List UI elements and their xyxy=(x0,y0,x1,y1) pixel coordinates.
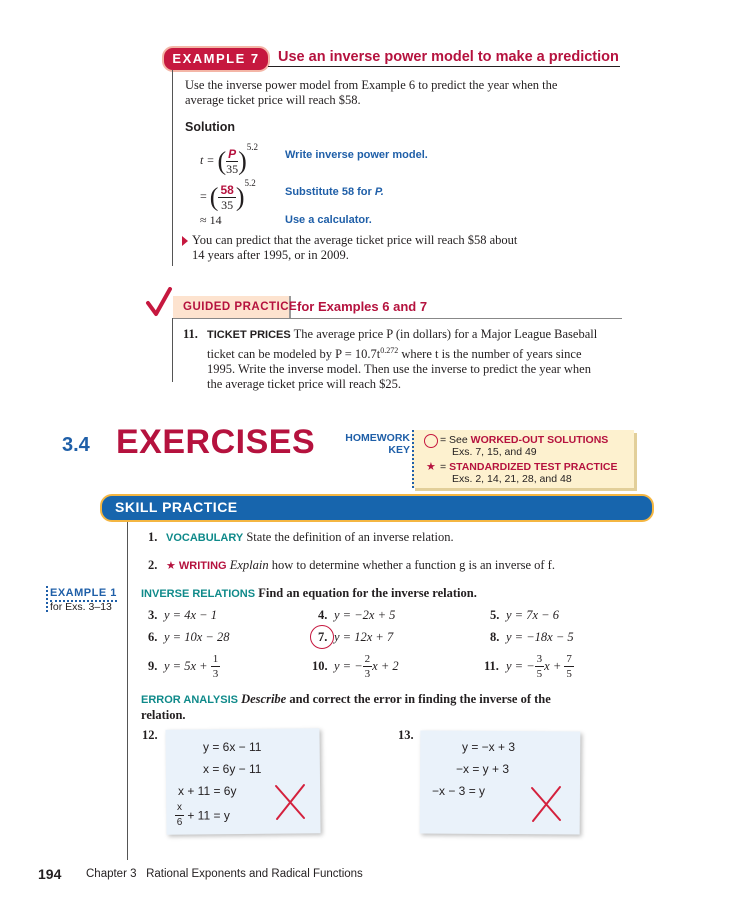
problem-9: 9. y = 5x + $\frac{1}{3}$ xyxy=(148,653,219,680)
key-sub: Exs. 2, 14, 21, 28, and 48 xyxy=(452,473,572,485)
key-sub: Exs. 7, 15, and 49 xyxy=(452,446,537,458)
guided-practice-rule xyxy=(172,318,622,319)
example7-margin-line xyxy=(172,70,173,266)
exponent: 0.272 xyxy=(380,346,399,355)
star-icon: ★ xyxy=(426,461,436,473)
error-x-icon xyxy=(272,782,308,822)
work-line: y = −x + 3 xyxy=(462,740,516,754)
item-line: ticket can be modeled by P = 10.7t xyxy=(207,347,381,362)
work-line: −x = y + 3 xyxy=(456,762,510,776)
homework-key-label xyxy=(340,432,410,456)
conclusion-line: You can predict that the average ticket price will reach $58 about xyxy=(192,233,518,247)
example7-rule xyxy=(268,66,620,67)
intro-line: Use the inverse power model from Example 6 to predict the year when the xyxy=(185,78,558,92)
question-2: 2. ★ WRITING Explain how to determine whether a function g is an inverse of f. xyxy=(148,558,555,572)
problem-10: 10. y = − $\frac{2}{3}$ x + 2 xyxy=(312,653,399,680)
fraction: $\frac{P}{35}$ xyxy=(226,146,239,176)
step-3-note: Use a calculator. xyxy=(285,214,372,226)
page-number: 194 xyxy=(38,866,62,882)
error-analysis-heading: ERROR ANALYSIS Describe and correct the error in finding the inverse of the relation. xyxy=(141,692,551,722)
example7-title: Use an inverse power model to make a prediction xyxy=(278,49,619,65)
problem-12-number: 12. xyxy=(142,728,158,742)
exercises-title: EXERCISES xyxy=(116,423,316,461)
item-line: The average price P (in dollars) for a Major League Baseball xyxy=(293,327,598,341)
work-line: $\frac{x}{6}$ + 11 = y xyxy=(176,802,230,828)
solution-label: Solution xyxy=(185,120,235,134)
key-worked-out: = See WORKED-OUT SOLUTIONS Exs. 7, 15, and 49 xyxy=(440,434,609,458)
step-lhs: t = xyxy=(200,153,215,167)
problem-4: 4. y = −2x + 5 xyxy=(318,608,396,622)
inverse-relations-heading: INVERSE RELATIONS Find an equation for the inverse relation. xyxy=(141,586,477,600)
guided-practice-label: GUIDED PRACTICE xyxy=(183,301,298,313)
item-line: 1995. Write the inverse model. Then use the inverse to predict the year when xyxy=(207,362,591,377)
example-reference[interactable]: EXAMPLE 1 xyxy=(50,587,117,602)
example7-label: EXAMPLE 7 xyxy=(162,46,270,72)
step-1-note: Write inverse power model. xyxy=(285,149,428,161)
conclusion-line: 14 years after 1995, or in 2009. xyxy=(192,248,349,262)
key-standardized: = STANDARDIZED TEST PRACTICE Exs. 2, 14, 21, 28, and 48 xyxy=(440,461,618,485)
problem-6: 6. y = 10x − 28 xyxy=(148,630,230,644)
problem-5: 5. y = 7x − 6 xyxy=(490,608,559,622)
problem-3: 3. y = 4x − 1 xyxy=(148,608,217,622)
question-1: 1. VOCABULARY State the definition of an inverse relation. xyxy=(148,530,454,544)
work-line: x = 6y − 11 xyxy=(203,762,262,776)
skill-margin-line xyxy=(127,522,128,860)
item-title: TICKET PRICES xyxy=(207,329,291,341)
guided-practice-subtitle: for Examples 6 and 7 xyxy=(297,299,428,314)
problem-13-number: 13. xyxy=(398,728,414,742)
example7-intro xyxy=(185,78,557,108)
solution-step-3: ≈ 14 xyxy=(200,213,222,227)
solution-step-1: t = ( $\frac{P}{35}$ )$^{5.2}$ xyxy=(200,142,259,176)
circle-icon xyxy=(424,434,438,448)
work-line: y = 6x − 11 xyxy=(203,740,262,754)
item-line: the average ticket price will reach $25. xyxy=(207,377,402,392)
section-number: 3.4 xyxy=(62,434,90,456)
chapter-footer: Chapter 3 Rational Exponents and Radical Functions xyxy=(86,868,363,880)
work-line: x + 11 = 6y xyxy=(178,784,237,798)
problem-11: 11. y = − $\frac{3}{5}$ x + $\frac{7}{5}$ xyxy=(484,653,572,680)
work-line: −x − 3 = y xyxy=(432,784,486,798)
problem-7: 7. y = 12x + 7 xyxy=(318,630,394,644)
fraction: $\frac{58}{35}$ xyxy=(220,182,234,212)
intro-line: average ticket price will reach $58. xyxy=(185,93,361,107)
checkmark-icon xyxy=(145,287,173,317)
step-2-note: Substitute 58 for P. xyxy=(285,186,384,198)
example-ref-divider xyxy=(46,586,48,612)
problem-8: 8. y = −18x − 5 xyxy=(490,630,574,644)
step-lhs: = xyxy=(200,189,207,203)
guided-margin-line xyxy=(172,318,173,382)
conclusion-arrow-icon xyxy=(182,236,188,246)
example7-conclusion xyxy=(192,233,517,263)
example-reference-sub: for Exs. 3–13 xyxy=(50,601,112,613)
key-divider xyxy=(412,430,414,488)
skill-practice-label: SKILL PRACTICE xyxy=(115,499,238,515)
homework-key-line: HOMEWORK xyxy=(345,432,410,444)
homework-key-line: KEY xyxy=(388,444,410,456)
solution-step-2: = ( $\frac{58}{35}$ )$^{5.2}$ xyxy=(200,178,256,212)
error-x-icon xyxy=(528,784,564,824)
item-number: 11. xyxy=(183,327,198,341)
guided-item-11 xyxy=(183,327,597,392)
item-line: where t is the number of years since xyxy=(398,347,582,362)
error-line: relation. xyxy=(141,708,186,722)
